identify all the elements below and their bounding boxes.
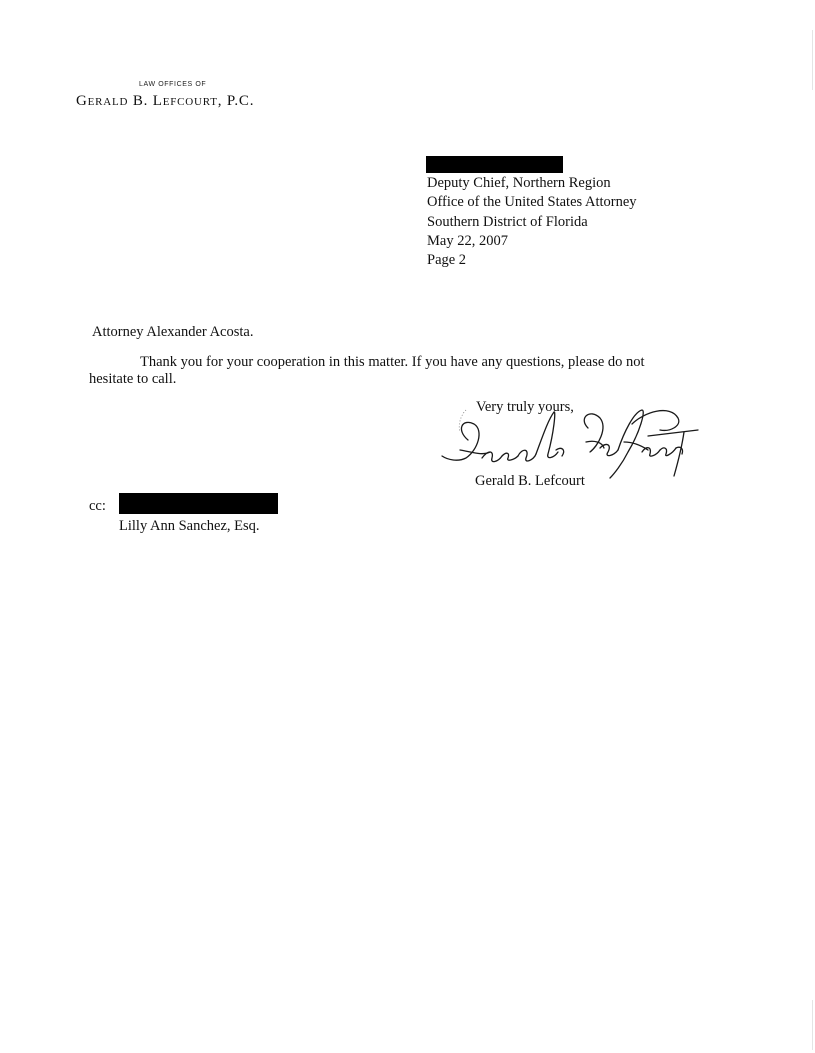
cc-recipient: Lilly Ann Sanchez, Esq.	[119, 518, 260, 534]
body-paragraph-line-1: Thank you for your cooperation in this matter. If you have any questions, please do not	[140, 354, 645, 370]
body-continuation: Attorney Alexander Acosta.	[92, 324, 254, 340]
letterhead-prefix: LAW OFFICES OF	[139, 81, 207, 88]
recipient-office: Office of the United States Attorney	[427, 194, 637, 211]
recipient-district: Southern District of Florida	[427, 213, 588, 230]
body-paragraph-line-2: hesitate to call.	[89, 371, 177, 387]
redaction-bar-recipient	[426, 156, 563, 173]
recipient-title: Deputy Chief, Northern Region	[427, 175, 611, 191]
scan-edge-mark-bottom	[812, 1000, 813, 1050]
letterhead-firm-name: Gerald B. Lefcourt, P.C.	[76, 93, 255, 109]
redaction-bar-cc	[119, 493, 278, 514]
handwritten-signature	[438, 402, 700, 480]
closing-valediction: Very truly yours,	[476, 399, 574, 415]
letter-date: May 22, 2007	[427, 232, 508, 249]
recipient-header	[427, 174, 637, 270]
signer-name: Gerald B. Lefcourt	[475, 473, 585, 489]
scan-edge-mark	[812, 30, 813, 90]
cc-label: cc:	[89, 498, 106, 514]
page-number: Page 2	[427, 252, 467, 269]
